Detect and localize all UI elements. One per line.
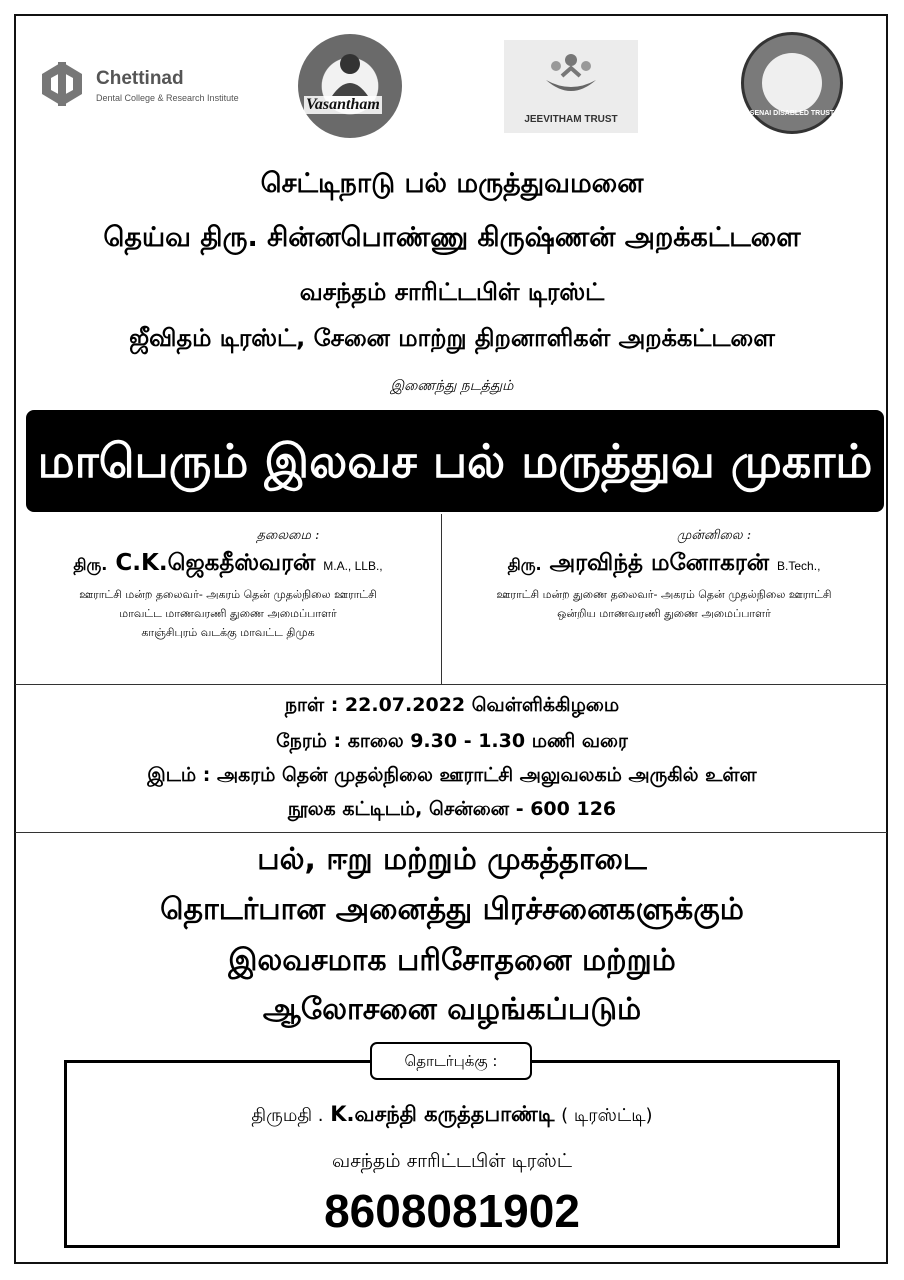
chief-name: C.K.ஜெகதீஸ்வரன்: [115, 550, 316, 576]
presence-block: [442, 528, 886, 623]
header-line-1: செட்டிநாடு பல் மருத்துவமனை: [260, 168, 644, 199]
contact-label: தொடர்புக்கு :: [370, 1042, 532, 1080]
services-line-3: இலவசமாக பரிசோதனை மற்றும்: [228, 943, 676, 978]
services-line-2: தொடர்பான அனைத்து பிரச்சனைகளுக்கும்: [160, 892, 744, 927]
contact-name: K.வசந்தி கருத்தபாண்டி: [330, 1102, 555, 1126]
chief-degree: M.A., LLB.,: [323, 559, 383, 573]
services-line-1: பல், ஈறு மற்றும் முகத்தாடை: [257, 842, 647, 877]
chettinad-name: Chettinad: [96, 68, 184, 89]
header-line-3: வசந்தம் சாரிட்டபிள் டிரஸ்ட்: [299, 278, 605, 306]
camp-title: மாபெரும் இலவச பல் மருத்துவ முகாம்: [37, 434, 873, 488]
presence-role: முன்னிலை :: [676, 528, 752, 543]
camp-title-banner: [26, 410, 884, 512]
presence-desc-2: ஒன்றிய மாணவரணி துணை அமைப்பாளர்: [557, 607, 771, 620]
chief-desc-3: காஞ்சிபுரம் வடக்கு மாவட்ட திமுக: [141, 626, 315, 639]
presence-name-line: [442, 550, 886, 579]
chief-desc-2: மாவட்ட மாணவரணி துணை அமைப்பாளர்: [119, 607, 337, 620]
event-venue-2: நூலக கட்டிடம், சென்னை - 600 126: [287, 798, 617, 820]
contact-prefix: திருமதி .: [251, 1105, 324, 1126]
chief-role: தலைமை :: [256, 528, 320, 543]
hands-people-icon: [542, 50, 600, 102]
section-divider-1: [15, 684, 887, 685]
chief-guest-block: [16, 528, 440, 642]
senai-logo: [741, 32, 843, 134]
senai-text: SENAI DISABLED TRUST: [749, 110, 835, 117]
contact-phone[interactable]: 8608081902: [324, 1185, 580, 1237]
presence-desc-1: ஊராட்சி மன்ற துணை தலைவர்- அகரம் தென் முதல்நிலை ஊராட்சி: [496, 588, 832, 601]
chettinad-logo: [34, 52, 249, 112]
presence-name: அரவிந்த் மனோகரன்: [549, 550, 770, 576]
jeevitham-logo: [504, 40, 638, 133]
header-line-4: ஜீவிதம் டிரஸ்ட், சேனை மாற்று திறனாளிகள் அறக்கட்டளை: [129, 324, 775, 352]
event-time: நேரம் : காலை 9.30 - 1.30 மணி வரை: [276, 730, 628, 752]
contact-person-line: [0, 1102, 904, 1129]
vasantham-logo: [298, 34, 402, 138]
chief-name-line: [16, 550, 440, 579]
portrait-icon: [330, 50, 370, 96]
event-date: நாள் : 22.07.2022 வெள்ளிக்கிழமை: [284, 694, 620, 716]
chief-prefix: திரு.: [73, 555, 108, 574]
senai-emblem-icon: [762, 53, 822, 113]
services-line-4: ஆலோசனை வழங்கப்படும்: [262, 992, 642, 1027]
vasantham-text: Vasantham: [306, 96, 380, 113]
contact-org: வசந்தம் சாரிட்டபிள் டிரஸ்ட்: [332, 1150, 572, 1172]
section-divider-2: [15, 832, 887, 833]
chief-desc-1: ஊராட்சி மன்ற தலைவர்- அகரம் தென் முதல்நிலை ஊராட்சி: [79, 588, 377, 601]
jeevitham-text: JEEVITHAM TRUST: [524, 114, 618, 125]
event-venue-1: இடம் : அகரம் தென் முதல்நிலை ஊராட்சி அலுவலகம் அருகில் உள்ள: [147, 764, 757, 786]
presence-prefix: திரு.: [507, 555, 542, 574]
presence-degree: B.Tech.,: [777, 559, 821, 573]
header-line-2: தெய்வ திரு. சின்னபொண்ணு கிருஷ்ணன் அறக்கட்டளை: [103, 222, 801, 253]
contact-role: ( டிரஸ்ட்டி): [561, 1105, 653, 1126]
chettinad-subtitle: Dental College & Research Institute: [96, 93, 239, 103]
chettinad-mark-icon: [38, 60, 86, 108]
together-text: இணைந்து நடத்தும்: [390, 378, 514, 394]
